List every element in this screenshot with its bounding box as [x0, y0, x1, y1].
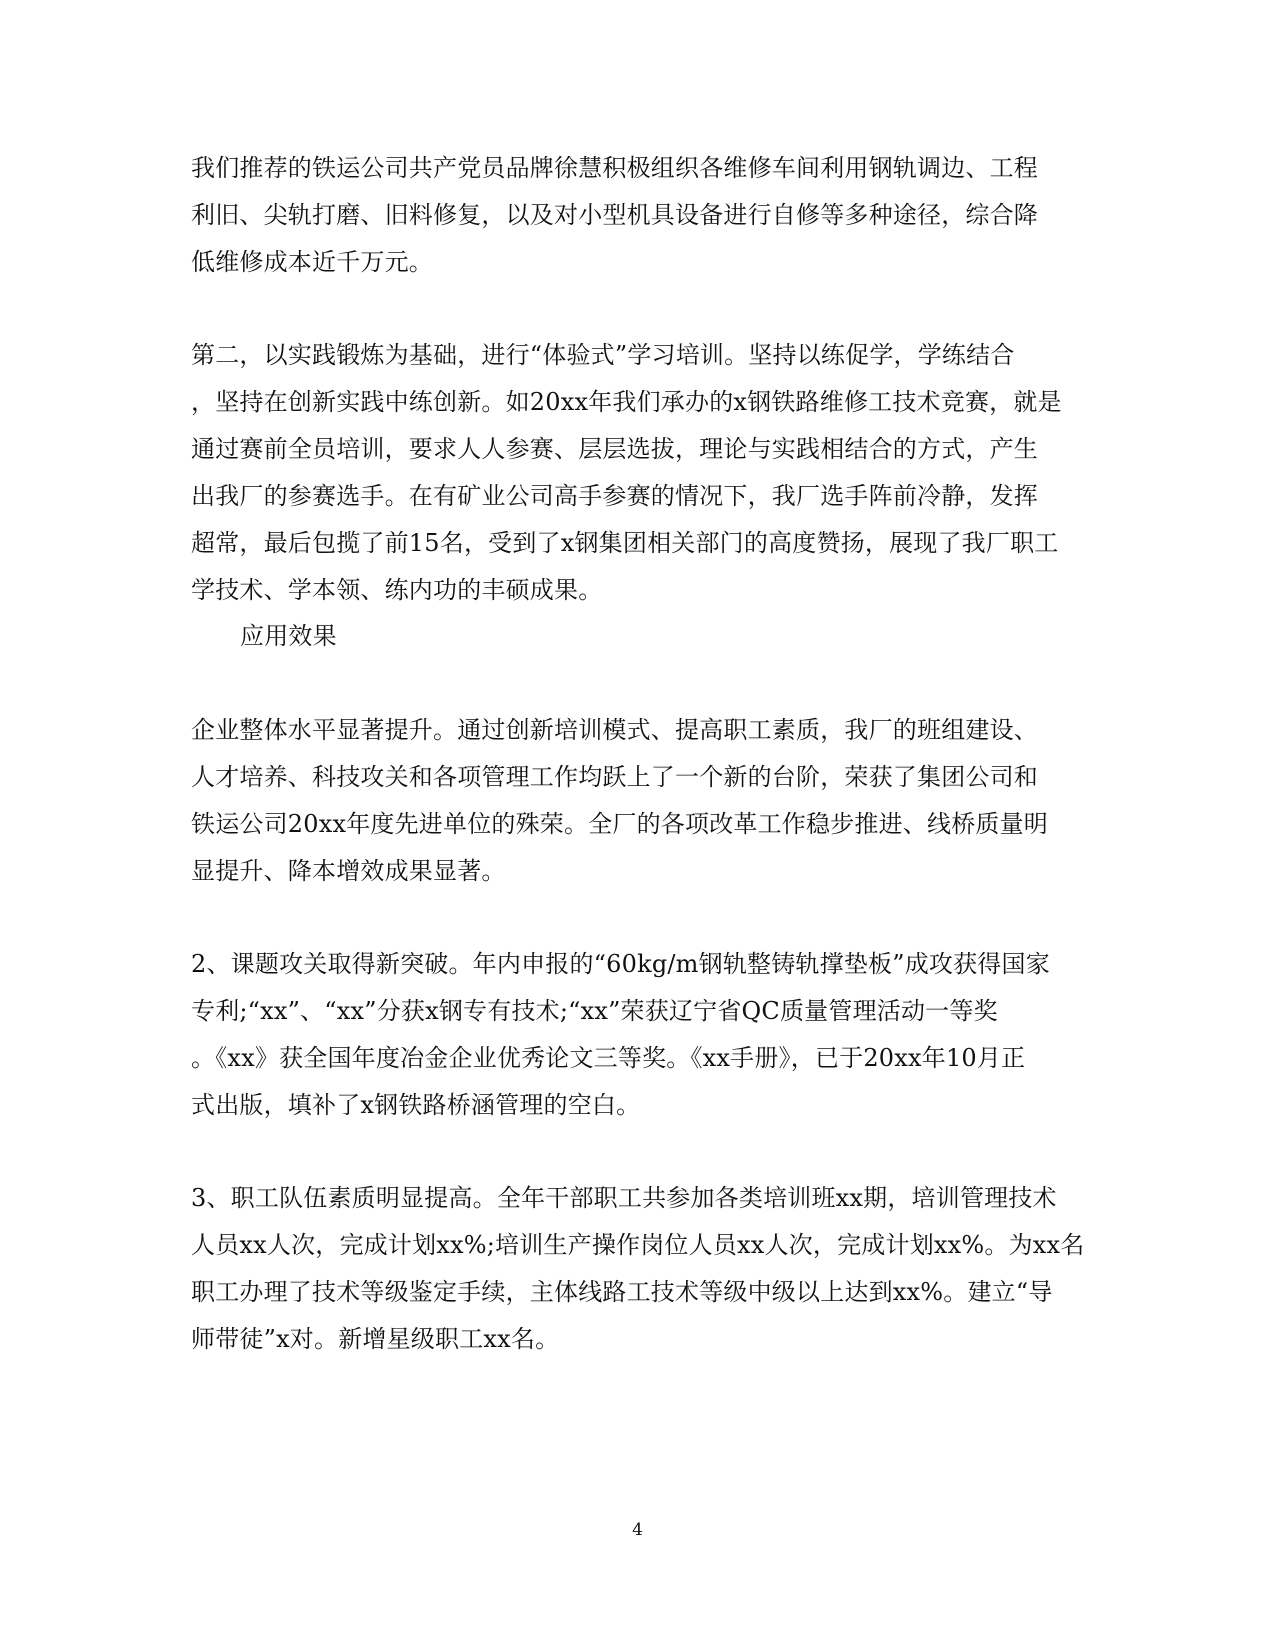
paragraph-1-line-2: 利旧、尖轨打磨、旧料修复，以及对小型机具设备进行自修等多种途径，综合降: [191, 201, 1038, 229]
paragraph-1-line-1: 我们推荐的铁运公司共产党员品牌徐慧积极组织各维修车间利用钢轨调边、工程: [191, 154, 1038, 182]
paragraph-3-line-1: 企业整体水平显著提升。通过创新培训模式、提高职工素质，我厂的班组建设、: [191, 716, 1038, 744]
paragraph-4-line-4: 式出版，填补了x钢铁路桥涵管理的空白。: [191, 1091, 641, 1119]
paragraph-2-line-4: 出我厂的参赛选手。在有矿业公司高手参赛的情况下，我厂选手阵前冷静，发挥: [191, 482, 1038, 510]
paragraph-5-line-3: 职工办理了技术等级鉴定手续，主体线路工技术等级中级以上达到xx%。建立“导: [191, 1278, 1053, 1306]
paragraph-4-line-3: 。《xx》获全国年度冶金企业优秀论文三等奖。《xx手册》，已于20xx年10月正: [191, 1044, 1026, 1072]
paragraph-2-line-2: ，坚持在创新实践中练创新。如20xx年我们承办的x钢铁路维修工技术竞赛，就是: [191, 388, 1062, 416]
paragraph-4-line-1: 2、课题攻关取得新突破。年内申报的“60kg/m钢轨整铸轨撑垫板”成攻获得国家: [191, 950, 1050, 978]
page-number: 4: [632, 1520, 643, 1540]
paragraph-1-line-3: 低维修成本近千万元。: [191, 248, 433, 276]
paragraph-3-line-2: 人才培养、科技攻关和各项管理工作均跃上了一个新的台阶，荣获了集团公司和: [191, 763, 1038, 791]
paragraph-2-line-5: 超常，最后包揽了前15名，受到了x钢集团相关部门的高度赞扬，展现了我厂职工: [191, 529, 1059, 557]
paragraph-5-line-1: 3、职工队伍素质明显提高。全年干部职工共参加各类培训班xx期，培训管理技术: [191, 1184, 1057, 1212]
section-heading: 应用效果: [240, 622, 337, 650]
paragraph-5-line-4: 师带徒”x对。新增星级职工xx名。: [191, 1325, 560, 1353]
paragraph-4-line-2: 专利;“xx”、“xx”分获x钢专有技术;“xx”荣获辽宁省QC质量管理活动一等奖: [191, 997, 998, 1025]
paragraph-5-line-2: 人员xx人次，完成计划xx%;培训生产操作岗位人员xx人次，完成计划xx%。为xx名: [191, 1231, 1085, 1259]
paragraph-2-line-3: 通过赛前全员培训，要求人人参赛、层层选拔，理论与实践相结合的方式，产生: [191, 435, 1038, 463]
paragraph-2-line-1: 第二，以实践锻炼为基础，进行“体验式”学习培训。坚持以练促学，学练结合: [191, 341, 1015, 369]
paragraph-3-line-3: 铁运公司20xx年度先进单位的殊荣。全厂的各项改革工作稳步推进、线桥质量明: [191, 810, 1049, 838]
paragraph-3-line-4: 显提升、降本增效成果显著。: [191, 857, 506, 885]
paragraph-2-line-6: 学技术、学本领、练内功的丰硕成果。: [191, 576, 603, 604]
